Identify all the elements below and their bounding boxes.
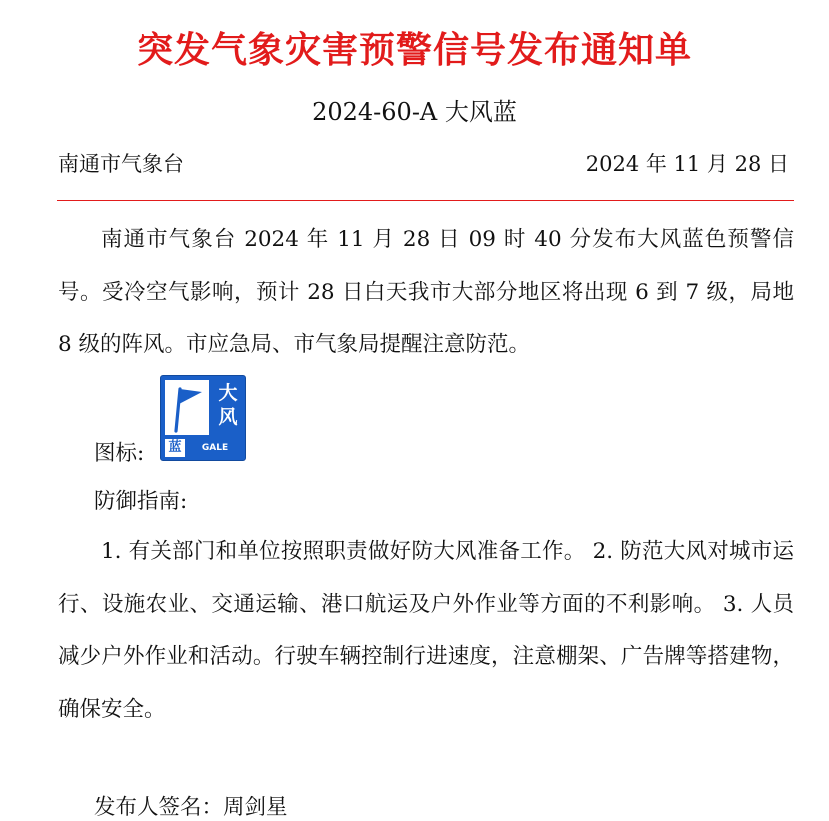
icon-label: 图标: [94, 441, 145, 466]
warning-code: 2024-60-A 大风蓝 [312, 98, 517, 126]
issue-date: 2024 年 11 月 28 日 [585, 152, 789, 176]
badge-level-cn: 蓝 [165, 439, 185, 457]
guide-label: 防御指南: [94, 489, 188, 514]
wind-flag-icon [165, 380, 209, 435]
badge-text-line2: 风 [218, 406, 238, 428]
badge-level-en: GALE [201, 443, 229, 453]
badge-text-line1: 大 [218, 382, 238, 404]
guide-paragraph: 1. 有关部门和单位按照职责做好防大风准备工作。 2. 防范大风对城市运行、设施农业、交通运输、港口航运及户外作业等方面的不利影响。 3. 人员减少户外作业和活动。行驶车辆控制行进速度，注意棚架、广告牌等搭建物，确保安全。 [58, 539, 794, 722]
divider-line [57, 200, 794, 201]
document-title: 突发气象灾害预警信号发布通知单 [136, 29, 692, 71]
announcement-paragraph: 南通市气象台 2024 年 11 月 28 日 09 时 40 分发布大风蓝色预警信号。受冷空气影响，预计 28 日白天我市大部分地区将出现 6 到 7 级，局地 8 级的阵风。市应急局、市气象局提醒注意防范。 [58, 227, 794, 357]
blue-gale-warning-badge [160, 375, 246, 461]
issuer: 南通市气象台 [58, 152, 184, 176]
signature-line: 发布人签名：周剑星 [94, 795, 288, 820]
